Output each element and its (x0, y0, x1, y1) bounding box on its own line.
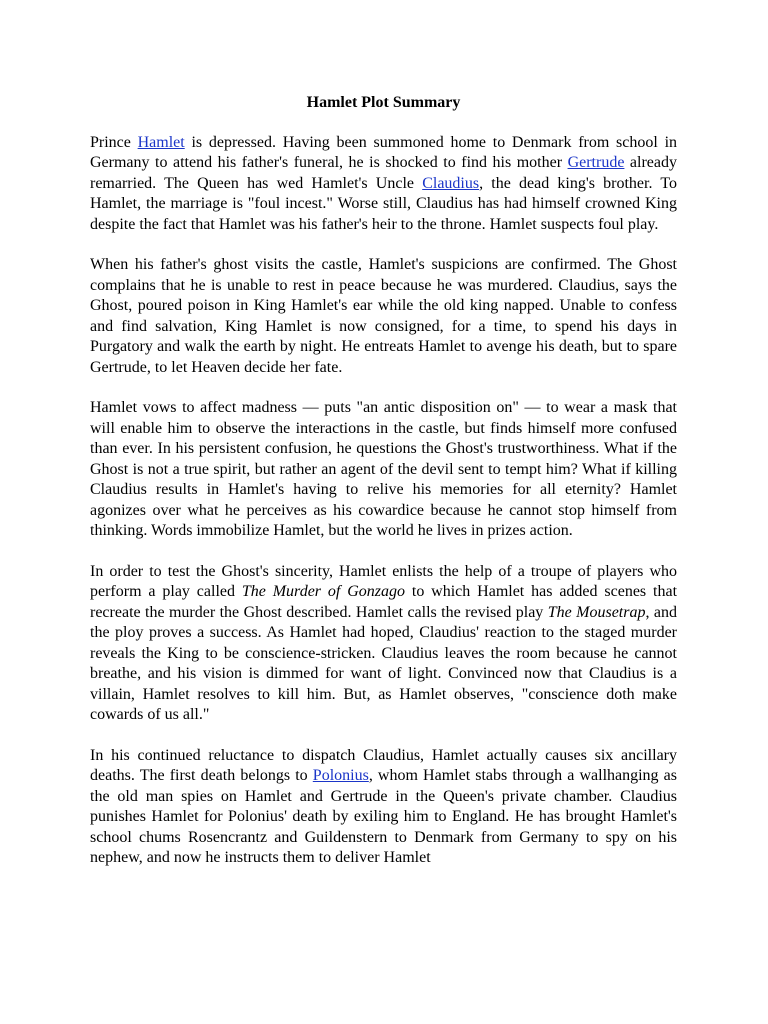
play-title-mousetrap: The Mousetrap (547, 603, 646, 621)
link-polonius[interactable]: Polonius (312, 767, 369, 784)
link-claudius[interactable]: Claudius (422, 174, 480, 192)
paragraph-1-text-3: already remarried. The Queen has wed Hamlet's Uncle (90, 154, 678, 192)
paragraph-5 (90, 746, 677, 869)
paragraph-4-text-3: , and the ploy proves a success. As Hamlet had hoped, Claudius' reaction to the staged murder reveals the King to be conscience-stricken. Claudius leaves the room because he cannot breathe, and his vision is dimmed for want of light. Convinced now that Claudius is a villain, Hamlet resolves to kill him. But, as Hamlet observes, "conscience doth make cowards of us all." (90, 603, 678, 723)
paragraph-1-text-2: is depressed. Having been summoned home to Denmark from school in Germany to attend his father's funeral, he is shocked to find his mother (90, 133, 678, 171)
paragraph-3: Hamlet vows to affect madness — puts "an antic disposition on" — to wear a mask that will enable him to observe the interactions in the castle, but finds himself more confused than ever. In his persistent confusion, he questions the Ghost's trustworthiness. What if the Ghost is not a true spirit, but rather an agent of the devil sent to tempt him? What if killing Claudius results in Hamlet's having to relive his memories for all eternity? Hamlet agonizes over what he perceives as his cowardice because he cannot stop himself from thinking. Words immobilize Hamlet, but the world he lives in prizes action. (90, 399, 677, 539)
play-title-murder-of-gonzago: The Murder of Gonzago (241, 583, 405, 600)
link-gertrude[interactable]: Gertrude (567, 154, 625, 171)
document-page (90, 93, 677, 889)
paragraph-5-text-2: , whom Hamlet stabs through a wallhanging as the old man spies on Hamlet and Gertrude in the Queen's private chamber. Claudius punishes Hamlet for Polonius' death by exiling him to England. He has brought Hamlet's school chums Rosencrantz and Guildenstern to Denmark from Germany to spy on his nephew, and now he instructs them to deliver Hamlet (90, 767, 678, 866)
document-title: Hamlet Plot Summary (306, 94, 461, 111)
paragraph-4 (90, 562, 677, 726)
paragraph-5-text-1: In his continued reluctance to dispatch Claudius, Hamlet actually causes six ancillary deaths. The first death belongs to (90, 746, 677, 784)
paragraph-1-text-4: , the dead king's brother. To Hamlet, the marriage is "foul incest." Worse still, Claudius has had himself crowned King despite the fact that Hamlet was his father's heir to the throne. Hamlet suspects foul play. (90, 174, 677, 233)
link-hamlet[interactable]: Hamlet (137, 133, 185, 151)
paragraph-4-text-1: In order to test the Ghost's sincerity, Hamlet enlists the help of a troupe of players who perform a play called (90, 562, 677, 600)
paragraph-1 (90, 133, 677, 236)
paragraph-2: When his father's ghost visits the castle, Hamlet's suspicions are confirmed. The Ghost complains that he is unable to rest in peace because he was murdered. Claudius, says the Ghost, poured poison in King Hamlet's ear while the old king napped. Unable to confess and find salvation, King Hamlet is now consigned, for a time, to spend his days in Purgatory and walk the earth by night. He entreats Hamlet to avenge his death, but to spare Gertrude, to let Heaven decide her fate. (90, 256, 677, 376)
paragraph-4-text-2: to which Hamlet has added scenes that recreate the murder the Ghost described. Hamlet calls the revised play (90, 583, 678, 621)
paragraph-1-text-1: Prince (90, 133, 138, 151)
